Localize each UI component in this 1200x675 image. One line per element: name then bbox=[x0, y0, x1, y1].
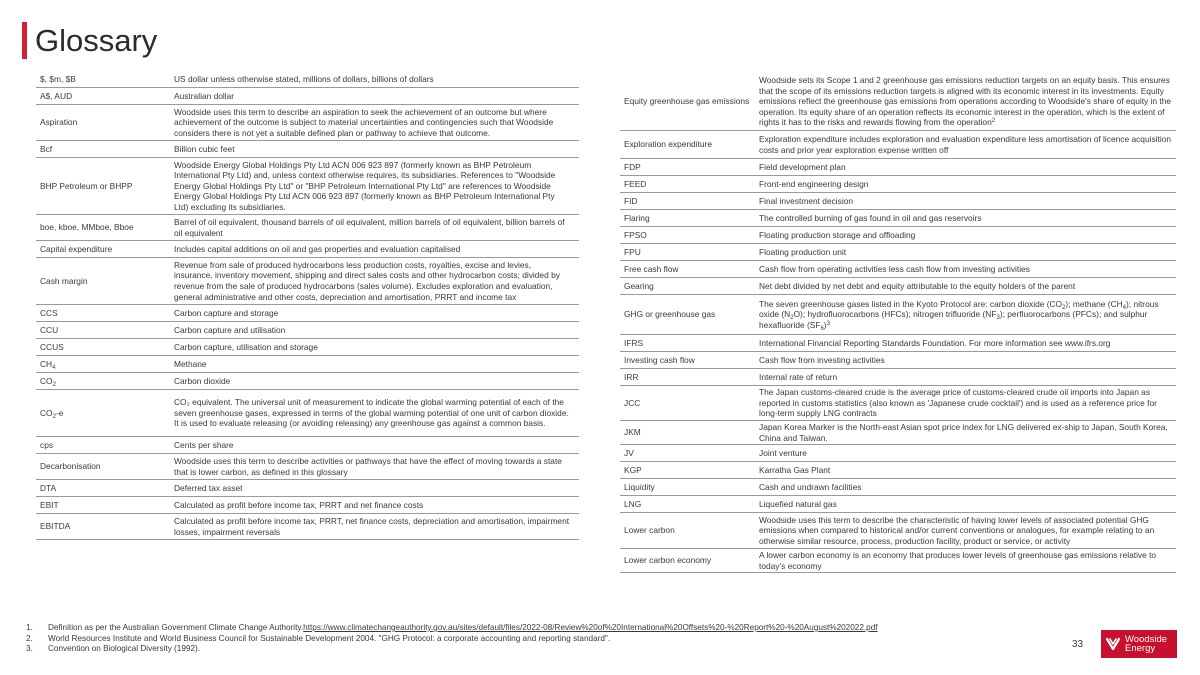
title-accent-bar bbox=[22, 22, 27, 59]
glossary-term: FPSO bbox=[624, 229, 647, 240]
glossary-definition: Floating production unit bbox=[759, 246, 847, 257]
glossary-definition: The seven greenhouse gases listed in the Kyoto Protocol are: carbon dioxide $(CO_2)$; methane $(CH_4)$; nitrous oxide $(N_2O)$; hydrofluorocarbons (HFCs); nitrogen trifluoride $(NF_3)$; perfluorocarbons (PFCs); and sulphur hexafluoride $(SF_6)^3$ bbox=[759, 298, 1159, 332]
glossary-definition: Includes capital additions on oil and gas properties and evaluation capitalised bbox=[174, 243, 461, 254]
glossary-term: Free cash flow bbox=[624, 263, 679, 274]
glossary-row bbox=[620, 131, 1176, 159]
glossary-definition: The Japan customs-cleared crude is the average price of customs-cleared crude oil imports into Japan as reported in customs statistics (also known as 'Japanese crude cocktail') and is used as a reference price for long-term supply LNG contracts bbox=[759, 387, 1157, 419]
glossary-definition: Woodside uses this term to describe activities or pathways that have the effect of moving towards a state that is lower carbon, as defined in this glossary bbox=[174, 455, 562, 477]
glossary-definition: Carbon capture and utilisation bbox=[174, 324, 286, 335]
glossary-definition: Cash flow from investing activities bbox=[759, 354, 885, 365]
footnote-link[interactable]: https://www.climatechangeauthority.gov.au/sites/default/files/2022-08/Review%20of%20International%20Offsets%20-%20Report%20-%20August%202022.pdf bbox=[303, 623, 878, 632]
glossary-definition: Floating production storage and offloading bbox=[759, 229, 916, 240]
footnote-number: 2. bbox=[26, 633, 33, 643]
glossary-row bbox=[36, 71, 579, 88]
glossary-term: FID bbox=[624, 195, 638, 206]
glossary-term: FPU bbox=[624, 246, 641, 257]
glossary-row bbox=[620, 386, 1176, 421]
glossary-term: JKM bbox=[624, 427, 641, 438]
footnote bbox=[26, 623, 878, 634]
glossary-right-column bbox=[620, 73, 1176, 573]
glossary-term: IRR bbox=[624, 371, 639, 382]
glossary-definition: International Financial Reporting Standards Foundation. For more information see www.ifrs.org bbox=[759, 337, 1111, 348]
footnotes bbox=[26, 623, 878, 655]
glossary-row bbox=[620, 244, 1176, 261]
glossary-term: Liquidity bbox=[624, 481, 655, 492]
glossary-term: CCUS bbox=[40, 341, 64, 352]
glossary-definition: Joint venture bbox=[759, 447, 807, 458]
glossary-row bbox=[36, 105, 579, 141]
glossary-term: Bcf bbox=[40, 143, 53, 154]
glossary-definition: Karratha Gas Plant bbox=[759, 464, 831, 475]
glossary-row bbox=[620, 73, 1176, 131]
glossary-definition: Cents per share bbox=[174, 439, 234, 450]
glossary-row bbox=[620, 479, 1176, 496]
page-number: 33 bbox=[1072, 639, 1084, 650]
glossary-term: Aspiration bbox=[40, 117, 78, 128]
glossary-definition: Carbon capture and storage bbox=[174, 307, 279, 318]
glossary-definition: Woodside uses this term to describe an aspiration to seek the achievement of an outcome but where achievement of the outcome is subject to material uncertainties and contingencies such that Woodside considers there is not yet a suitable defined plan or pathway to achieve that outcome. bbox=[174, 106, 554, 138]
glossary-row bbox=[36, 390, 579, 437]
glossary-row bbox=[620, 496, 1176, 513]
glossary-term: cps bbox=[40, 439, 54, 450]
glossary-definition: Front-end engineering design bbox=[759, 178, 869, 189]
glossary-row bbox=[36, 437, 579, 454]
footnote-number: 1. bbox=[26, 623, 33, 632]
glossary-term: Decarbonisation bbox=[40, 461, 101, 472]
glossary-row bbox=[36, 141, 579, 158]
glossary-row bbox=[36, 215, 579, 241]
glossary-row bbox=[36, 356, 579, 373]
glossary-row bbox=[36, 305, 579, 322]
glossary-definition: A lower carbon economy is an economy that produces lower levels of greenhouse gas emissions relative to today's economy bbox=[759, 549, 1157, 571]
glossary-term: A$, AUD bbox=[40, 90, 73, 101]
glossary-definition: Japan Korea Marker is the North-east Asian spot price index for LNG delivered ex-ship to Japan, South Korea, China and Taiwan. bbox=[759, 421, 1168, 443]
glossary-row bbox=[620, 462, 1176, 479]
glossary-row bbox=[36, 480, 579, 497]
glossary-definition: Cash flow from operating activities less cash flow from investing activities bbox=[759, 263, 1030, 274]
glossary-row bbox=[36, 514, 579, 540]
glossary-term: LNG bbox=[624, 498, 642, 509]
glossary-definition: Revenue from sale of produced hydrocarbons less production costs, royalties, excise and levies, insurance, inventory movement, shipping and direct sales costs and other hydrocarbon costs; divided by revenue from the sale of produced hydrocarbons (sales volume). Excludes exploration and evaluation, general administrative and other costs, depreciation and amortisation, PRRT and income tax bbox=[174, 259, 560, 302]
glossary-row bbox=[620, 335, 1176, 352]
glossary-row bbox=[36, 454, 579, 480]
glossary-definition: Methane bbox=[174, 358, 207, 369]
glossary-definition: The controlled burning of gas found in oil and gas reservoirs bbox=[759, 212, 982, 223]
glossary-term: CCS bbox=[40, 307, 58, 318]
glossary-row bbox=[36, 339, 579, 356]
glossary-term: Lower carbon economy bbox=[624, 555, 712, 566]
glossary-term: Lower carbon bbox=[624, 525, 675, 536]
glossary-row bbox=[620, 352, 1176, 369]
glossary-term: FEED bbox=[624, 178, 647, 189]
glossary-term: Capital expenditure bbox=[40, 243, 113, 254]
glossary-definition: Exploration expenditure includes exploration and evaluation expenditure less amortisation of licence acquisition costs and prior year exploration expense written off bbox=[759, 133, 1172, 155]
glossary-term: DTA bbox=[40, 482, 57, 493]
glossary-term: Investing cash flow bbox=[624, 354, 695, 365]
glossary-definition: Woodside sets its Scope 1 and 2 greenhouse gas emissions reduction targets on an equity basis. This ensures that the scope of its emissions reduction targets is aligned with its economic interest in its investments. Equity emissions reflect the greenhouse gas emissions from operations according to Woodside's share of equity in the operation. Its equity share of an operation reflects its economic interest in the operation, which is the extent of rights it has to the risks and rewards flowing from the operation$^2$ bbox=[759, 75, 1172, 128]
glossary-row bbox=[620, 549, 1176, 573]
footnote bbox=[26, 634, 878, 645]
glossary-term: Equity greenhouse gas emissions bbox=[624, 96, 750, 107]
glossary-row bbox=[620, 369, 1176, 386]
glossary-row bbox=[36, 322, 579, 339]
glossary-definition: Barrel of oil equivalent, thousand barrels of oil equivalent, million barrels of oil equivalent, billion barrels of oil equivalent bbox=[174, 216, 565, 238]
glossary-definition: Carbon capture, utilisation and storage bbox=[174, 341, 318, 352]
glossary-row bbox=[36, 258, 579, 305]
glossary-definition: Calculated as profit before income tax, PRRT, net finance costs, depreciation and amortisation, impairment losses, impairment reversals bbox=[174, 515, 570, 537]
glossary-definition: Liquefied natural gas bbox=[759, 498, 837, 509]
glossary-row bbox=[620, 176, 1176, 193]
glossary-row bbox=[620, 210, 1176, 227]
glossary-term: Gearing bbox=[624, 280, 654, 291]
glossary-definition: Australian dollar bbox=[174, 90, 235, 101]
footnote-text: Convention on Biological Diversity (1992). bbox=[48, 644, 201, 654]
glossary-term: GHG or greenhouse gas bbox=[624, 309, 716, 320]
glossary-row bbox=[36, 497, 579, 514]
glossary-term: BHP Petroleum or BHPP bbox=[40, 180, 133, 191]
glossary-definition: Net debt divided by net debt and equity attributable to the equity holders of the parent bbox=[759, 280, 1076, 291]
glossary-definition: Billion cubic feet bbox=[174, 143, 235, 154]
glossary-definition: Deferred tax asset bbox=[174, 482, 243, 493]
glossary-term: $CH_4$ bbox=[40, 358, 56, 371]
glossary-term: JCC bbox=[624, 397, 641, 408]
glossary-row bbox=[620, 421, 1176, 445]
glossary-definition: Final investment decision bbox=[759, 195, 854, 206]
glossary-term: FDP bbox=[624, 161, 641, 172]
glossary-definition: Internal rate of return bbox=[759, 371, 838, 382]
glossary-definition: Cash and undrawn facilities bbox=[759, 481, 862, 492]
glossary-definition: Carbon dioxide bbox=[174, 375, 231, 386]
glossary-row bbox=[620, 193, 1176, 210]
glossary-row bbox=[620, 261, 1176, 278]
glossary-term: Flaring bbox=[624, 212, 650, 223]
glossary-term: $CO_2-e$ bbox=[40, 407, 64, 420]
glossary-term: EBITDA bbox=[40, 521, 71, 532]
glossary-definition: Woodside Energy Global Holdings Pty Ltd ACN 006 923 897 (formerly known as BHP Petroleum International Pty Ltd) and, unless context otherwise requires, its subsidiaries. References to "Woodside Energy Global Holdings Pty Ltd" or "BHP Petroleum International Pty Ltd" are references to Woodside Energy Global Holdings Pty Ltd ACN 006 923 897 (formerly known as BHP Petroleum International Pty Ltd) excluding its subsidiaries. bbox=[174, 159, 556, 212]
glossary-definition: CO₂ equivalent. The universal unit of measurement to indicate the global warming potential of each of the seven greenhouse gases, expressed in terms of the global warming potential of one unit of carbon dioxide. It is used to evaluate releasing (or avoiding releasing) any greenhouse gas against a common basis. bbox=[174, 397, 569, 429]
glossary-row bbox=[36, 373, 579, 390]
logo-wordmark bbox=[1125, 635, 1167, 654]
glossary-row bbox=[620, 278, 1176, 295]
glossary-term: JV bbox=[624, 447, 634, 458]
glossary-term: boe, kboe, MMboe, Bboe bbox=[40, 222, 134, 233]
glossary-term: KGP bbox=[624, 464, 642, 475]
glossary-term: $, $m, $B bbox=[40, 73, 76, 84]
glossary-definition: US dollar unless otherwise stated, millions of dollars, billions of dollars bbox=[174, 73, 434, 84]
footnote-ref: 2 bbox=[991, 118, 996, 125]
page-title: Glossary bbox=[35, 23, 158, 58]
glossary-term: $CO_2$ bbox=[40, 375, 56, 388]
glossary-term: EBIT bbox=[40, 499, 59, 510]
glossary-row bbox=[620, 159, 1176, 176]
logo-line-2: Energy bbox=[1125, 643, 1156, 654]
footnote-text: World Resources Institute and World Business Council for Sustainable Development 2004. "GHG Protocol: a corporate accounting and reporting standard". bbox=[48, 633, 611, 643]
glossary-row bbox=[620, 445, 1176, 462]
glossary-row bbox=[36, 158, 579, 215]
glossary-term: IFRS bbox=[624, 337, 644, 348]
logo-line-1: Woodside bbox=[1125, 633, 1168, 645]
glossary-definition: Woodside uses this term to describe the characteristic of having lower levels of associated potential GHG emissions when compared to historical and/or current conventions or analogues, for example relating to an otherwise similar resource, process, production facility, product or service, or activity bbox=[759, 514, 1155, 546]
footnote-number: 3. bbox=[26, 644, 33, 654]
woodside-energy-logo bbox=[1101, 630, 1177, 658]
glossary-definition: Field development plan bbox=[759, 161, 846, 172]
footnote-text: Definition as per the Australian Government Climate Change Authority. bbox=[48, 623, 304, 632]
glossary-row bbox=[620, 227, 1176, 244]
glossary-row bbox=[36, 88, 579, 105]
footnote bbox=[26, 644, 878, 655]
glossary-term: CCU bbox=[40, 324, 59, 335]
glossary-row bbox=[620, 295, 1176, 335]
glossary-left-column bbox=[36, 71, 579, 540]
woodside-logo-icon bbox=[1106, 637, 1120, 651]
glossary-definition: Calculated as profit before income tax, PRRT and net finance costs bbox=[174, 499, 424, 510]
glossary-term: Cash margin bbox=[40, 275, 88, 286]
glossary-term: Exploration expenditure bbox=[624, 139, 712, 150]
glossary-row bbox=[36, 241, 579, 258]
glossary-row bbox=[620, 513, 1176, 549]
